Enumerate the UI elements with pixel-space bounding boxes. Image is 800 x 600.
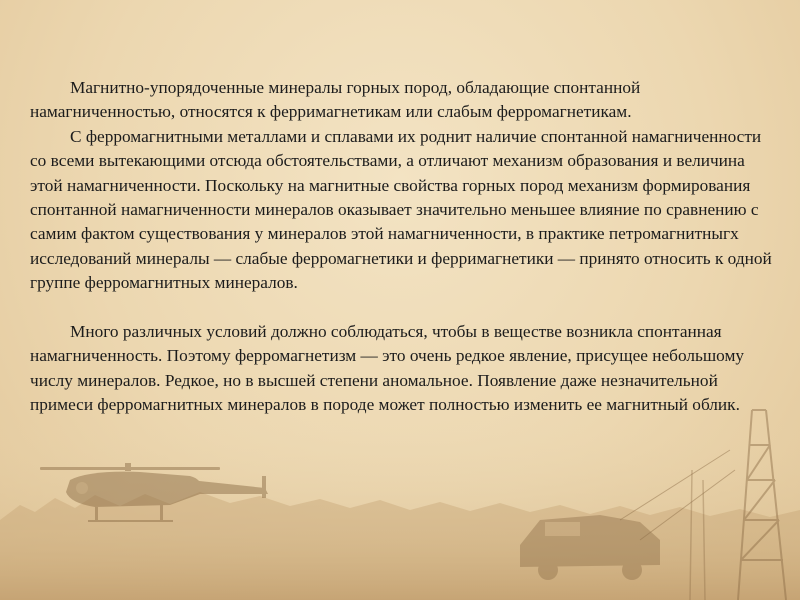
body-text: [30, 76, 775, 418]
paragraph-gap: [30, 296, 775, 320]
paragraph-2: С ферромагнитными металлами и сплавами их роднит наличие спонтанной намагниченности со всеми вытекающими отсюда обстоятельствами, а отличают механизм образования и величина этой намагниченности. Поскольку на магнитные свойства горных пород механизм формирования спонтанной намагниченности минералов оказывает значительно меньшее влияние по сравнению с самим фактом существования у минералов этой намагниченности, в практике петромагнитныгх исследований минералы — слабые ферромагнетики и ферримагнетики — принято относить к одной группе ферромагнитных минералов.: [30, 126, 772, 293]
paragraph-3: Много различных условий должно соблюдаться, чтобы в веществе возникла спонтанная намагниченность. Поэтому ферромагнетизм — это очень редкое явление, присущее небольшому числу минералов. Редкое, но в высшей степени аномальное. Появление даже незначительной примеси ферромагнитных минералов в породе может полностью изменить ее магнитный облик.: [30, 322, 745, 415]
paragraph-1: Магнитно-упорядоченные минералы горных пород, обладающие спонтанной намагниченностью, относятся к ферримагнетикам или слабым ферромагнетикам.: [30, 78, 641, 122]
